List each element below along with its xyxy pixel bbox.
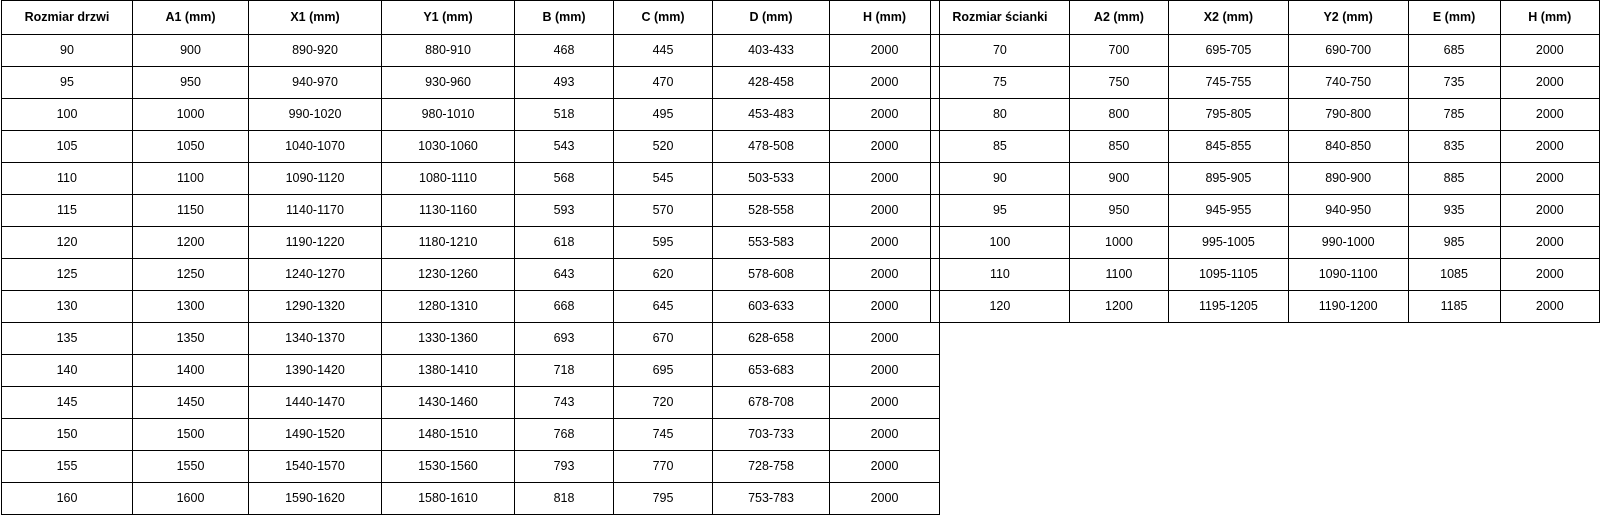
doors-cell: 2000 xyxy=(830,291,940,323)
doors-cell: 1190-1220 xyxy=(249,227,382,259)
doors-cell: 445 xyxy=(614,35,713,67)
table-row xyxy=(931,131,1600,163)
walls-table-header xyxy=(931,1,1600,35)
walls-cell: 2000 xyxy=(1500,259,1599,291)
walls-cell: 1095-1105 xyxy=(1169,259,1289,291)
doors-cell: 2000 xyxy=(830,451,940,483)
doors-cell: 90 xyxy=(2,35,133,67)
doors-cell: 718 xyxy=(515,355,614,387)
walls-cell: 900 xyxy=(1069,163,1168,195)
doors-cell: 578-608 xyxy=(713,259,830,291)
doors-cell: 2000 xyxy=(830,227,940,259)
walls-cell: 995-1005 xyxy=(1169,227,1289,259)
doors-cell: 503-533 xyxy=(713,163,830,195)
doors-cell: 743 xyxy=(515,387,614,419)
doors-cell: 2000 xyxy=(830,323,940,355)
walls-cell: 1090-1100 xyxy=(1288,259,1408,291)
doors-cell: 930-960 xyxy=(382,67,515,99)
walls-cell: 735 xyxy=(1408,67,1500,99)
doors-cell: 1100 xyxy=(133,163,249,195)
table-row xyxy=(2,131,940,163)
walls-cell: 840-850 xyxy=(1288,131,1408,163)
doors-column-header: A1 (mm) xyxy=(133,1,249,35)
walls-cell: 890-900 xyxy=(1288,163,1408,195)
walls-cell: 990-1000 xyxy=(1288,227,1408,259)
doors-cell: 1130-1160 xyxy=(382,195,515,227)
doors-cell: 120 xyxy=(2,227,133,259)
walls-cell: 945-955 xyxy=(1169,195,1289,227)
doors-cell: 1080-1110 xyxy=(382,163,515,195)
doors-cell: 618 xyxy=(515,227,614,259)
doors-column-header: D (mm) xyxy=(713,1,830,35)
doors-cell: 2000 xyxy=(830,131,940,163)
doors-cell: 880-910 xyxy=(382,35,515,67)
doors-cell: 653-683 xyxy=(713,355,830,387)
table-row xyxy=(2,451,940,483)
walls-cell: 790-800 xyxy=(1288,99,1408,131)
walls-cell: 100 xyxy=(931,227,1070,259)
doors-cell: 2000 xyxy=(830,355,940,387)
table-header-row xyxy=(931,1,1600,35)
walls-cell: 1195-1205 xyxy=(1169,291,1289,323)
doors-cell: 1480-1510 xyxy=(382,419,515,451)
walls-cell: 895-905 xyxy=(1169,163,1289,195)
doors-cell: 1050 xyxy=(133,131,249,163)
walls-cell: 1000 xyxy=(1069,227,1168,259)
doors-cell: 115 xyxy=(2,195,133,227)
doors-cell: 900 xyxy=(133,35,249,67)
table-row xyxy=(2,291,940,323)
table-row xyxy=(931,291,1600,323)
doors-cell: 1530-1560 xyxy=(382,451,515,483)
doors-spec-table xyxy=(1,0,940,515)
walls-cell: 950 xyxy=(1069,195,1168,227)
doors-cell: 728-758 xyxy=(713,451,830,483)
doors-table-body xyxy=(2,35,940,515)
doors-cell: 745 xyxy=(614,419,713,451)
doors-cell: 620 xyxy=(614,259,713,291)
walls-cell: 80 xyxy=(931,99,1070,131)
doors-cell: 570 xyxy=(614,195,713,227)
doors-cell: 1550 xyxy=(133,451,249,483)
table-row xyxy=(931,259,1600,291)
doors-cell: 1500 xyxy=(133,419,249,451)
doors-cell: 520 xyxy=(614,131,713,163)
table-row xyxy=(2,355,940,387)
doors-cell: 1300 xyxy=(133,291,249,323)
walls-cell: 800 xyxy=(1069,99,1168,131)
doors-column-header: H (mm) xyxy=(830,1,940,35)
doors-column-header: C (mm) xyxy=(614,1,713,35)
doors-cell: 595 xyxy=(614,227,713,259)
doors-cell: 130 xyxy=(2,291,133,323)
doors-cell: 140 xyxy=(2,355,133,387)
doors-cell: 135 xyxy=(2,323,133,355)
walls-cell: 835 xyxy=(1408,131,1500,163)
doors-cell: 2000 xyxy=(830,483,940,515)
walls-cell: 1200 xyxy=(1069,291,1168,323)
doors-cell: 150 xyxy=(2,419,133,451)
doors-cell: 110 xyxy=(2,163,133,195)
walls-table-body xyxy=(931,35,1600,323)
walls-cell: 745-755 xyxy=(1169,67,1289,99)
table-row xyxy=(931,99,1600,131)
walls-cell: 845-855 xyxy=(1169,131,1289,163)
doors-cell: 890-920 xyxy=(249,35,382,67)
doors-cell: 1490-1520 xyxy=(249,419,382,451)
table-row xyxy=(2,419,940,451)
walls-column-header: E (mm) xyxy=(1408,1,1500,35)
table-row xyxy=(2,67,940,99)
doors-cell: 125 xyxy=(2,259,133,291)
doors-cell: 2000 xyxy=(830,419,940,451)
table-row xyxy=(2,483,940,515)
walls-column-header: Y2 (mm) xyxy=(1288,1,1408,35)
doors-cell: 1240-1270 xyxy=(249,259,382,291)
table-row xyxy=(2,99,940,131)
doors-cell: 1340-1370 xyxy=(249,323,382,355)
doors-column-header: Rozmiar drzwi xyxy=(2,1,133,35)
doors-cell: 568 xyxy=(515,163,614,195)
doors-cell: 2000 xyxy=(830,195,940,227)
walls-cell: 850 xyxy=(1069,131,1168,163)
doors-cell: 1350 xyxy=(133,323,249,355)
table-row xyxy=(2,227,940,259)
doors-cell: 2000 xyxy=(830,387,940,419)
doors-cell: 2000 xyxy=(830,99,940,131)
doors-cell: 1250 xyxy=(133,259,249,291)
doors-cell: 553-583 xyxy=(713,227,830,259)
doors-cell: 545 xyxy=(614,163,713,195)
walls-cell: 2000 xyxy=(1500,227,1599,259)
walls-cell: 2000 xyxy=(1500,291,1599,323)
doors-cell: 720 xyxy=(614,387,713,419)
doors-cell: 1390-1420 xyxy=(249,355,382,387)
doors-cell: 2000 xyxy=(830,163,940,195)
walls-cell: 1190-1200 xyxy=(1288,291,1408,323)
doors-column-header: B (mm) xyxy=(515,1,614,35)
walls-table-container xyxy=(930,0,1600,323)
walls-spec-table xyxy=(930,0,1600,323)
doors-column-header: X1 (mm) xyxy=(249,1,382,35)
walls-cell: 2000 xyxy=(1500,195,1599,227)
walls-cell: 985 xyxy=(1408,227,1500,259)
walls-cell: 1085 xyxy=(1408,259,1500,291)
doors-cell: 1180-1210 xyxy=(382,227,515,259)
doors-cell: 628-658 xyxy=(713,323,830,355)
table-row xyxy=(2,387,940,419)
doors-cell: 470 xyxy=(614,67,713,99)
doors-cell: 1200 xyxy=(133,227,249,259)
doors-cell: 1590-1620 xyxy=(249,483,382,515)
doors-cell: 493 xyxy=(515,67,614,99)
doors-cell: 495 xyxy=(614,99,713,131)
doors-cell: 2000 xyxy=(830,67,940,99)
doors-cell: 453-483 xyxy=(713,99,830,131)
doors-cell: 1280-1310 xyxy=(382,291,515,323)
doors-cell: 100 xyxy=(2,99,133,131)
walls-cell: 785 xyxy=(1408,99,1500,131)
walls-cell: 120 xyxy=(931,291,1070,323)
walls-cell: 85 xyxy=(931,131,1070,163)
doors-cell: 105 xyxy=(2,131,133,163)
walls-cell: 75 xyxy=(931,67,1070,99)
doors-cell: 668 xyxy=(515,291,614,323)
doors-cell: 1540-1570 xyxy=(249,451,382,483)
table-row xyxy=(2,163,940,195)
doors-cell: 645 xyxy=(614,291,713,323)
walls-cell: 2000 xyxy=(1500,67,1599,99)
doors-cell: 428-458 xyxy=(713,67,830,99)
doors-cell: 528-558 xyxy=(713,195,830,227)
walls-cell: 70 xyxy=(931,35,1070,67)
doors-cell: 543 xyxy=(515,131,614,163)
walls-column-header: X2 (mm) xyxy=(1169,1,1289,35)
walls-cell: 750 xyxy=(1069,67,1168,99)
doors-cell: 670 xyxy=(614,323,713,355)
doors-cell: 1400 xyxy=(133,355,249,387)
doors-cell: 1450 xyxy=(133,387,249,419)
walls-cell: 90 xyxy=(931,163,1070,195)
doors-cell: 940-970 xyxy=(249,67,382,99)
walls-cell: 95 xyxy=(931,195,1070,227)
table-row xyxy=(931,195,1600,227)
doors-cell: 1380-1410 xyxy=(382,355,515,387)
doors-cell: 2000 xyxy=(830,259,940,291)
doors-cell: 603-633 xyxy=(713,291,830,323)
doors-cell: 593 xyxy=(515,195,614,227)
walls-cell: 110 xyxy=(931,259,1070,291)
doors-cell: 1440-1470 xyxy=(249,387,382,419)
doors-cell: 1290-1320 xyxy=(249,291,382,323)
table-row xyxy=(2,35,940,67)
doors-cell: 950 xyxy=(133,67,249,99)
doors-cell: 703-733 xyxy=(713,419,830,451)
doors-cell: 403-433 xyxy=(713,35,830,67)
walls-cell: 795-805 xyxy=(1169,99,1289,131)
table-row xyxy=(2,195,940,227)
doors-cell: 468 xyxy=(515,35,614,67)
doors-cell: 678-708 xyxy=(713,387,830,419)
walls-cell: 2000 xyxy=(1500,163,1599,195)
walls-cell: 2000 xyxy=(1500,131,1599,163)
doors-cell: 818 xyxy=(515,483,614,515)
walls-cell: 935 xyxy=(1408,195,1500,227)
doors-cell: 1580-1610 xyxy=(382,483,515,515)
doors-cell: 1000 xyxy=(133,99,249,131)
doors-cell: 1150 xyxy=(133,195,249,227)
walls-cell: 885 xyxy=(1408,163,1500,195)
walls-cell: 740-750 xyxy=(1288,67,1408,99)
doors-cell: 980-1010 xyxy=(382,99,515,131)
walls-cell: 2000 xyxy=(1500,35,1599,67)
table-row xyxy=(2,323,940,355)
walls-column-header: H (mm) xyxy=(1500,1,1599,35)
doors-table-container xyxy=(1,0,940,515)
table-header-row xyxy=(2,1,940,35)
doors-cell: 95 xyxy=(2,67,133,99)
doors-cell: 768 xyxy=(515,419,614,451)
walls-cell: 685 xyxy=(1408,35,1500,67)
doors-cell: 795 xyxy=(614,483,713,515)
walls-cell: 700 xyxy=(1069,35,1168,67)
table-row xyxy=(931,35,1600,67)
doors-cell: 1040-1070 xyxy=(249,131,382,163)
doors-cell: 155 xyxy=(2,451,133,483)
doors-cell: 643 xyxy=(515,259,614,291)
doors-cell: 1230-1260 xyxy=(382,259,515,291)
doors-column-header: Y1 (mm) xyxy=(382,1,515,35)
doors-cell: 793 xyxy=(515,451,614,483)
walls-cell: 2000 xyxy=(1500,99,1599,131)
doors-cell: 160 xyxy=(2,483,133,515)
table-row xyxy=(931,67,1600,99)
doors-cell: 2000 xyxy=(830,35,940,67)
doors-cell: 518 xyxy=(515,99,614,131)
walls-cell: 1185 xyxy=(1408,291,1500,323)
doors-cell: 1090-1120 xyxy=(249,163,382,195)
walls-column-header: Rozmiar ścianki xyxy=(931,1,1070,35)
walls-cell: 690-700 xyxy=(1288,35,1408,67)
doors-cell: 1030-1060 xyxy=(382,131,515,163)
doors-cell: 1330-1360 xyxy=(382,323,515,355)
doors-cell: 478-508 xyxy=(713,131,830,163)
doors-cell: 1430-1460 xyxy=(382,387,515,419)
doors-cell: 145 xyxy=(2,387,133,419)
table-row xyxy=(2,259,940,291)
doors-cell: 693 xyxy=(515,323,614,355)
walls-column-header: A2 (mm) xyxy=(1069,1,1168,35)
walls-cell: 1100 xyxy=(1069,259,1168,291)
doors-cell: 695 xyxy=(614,355,713,387)
doors-table-header xyxy=(2,1,940,35)
doors-cell: 1140-1170 xyxy=(249,195,382,227)
doors-cell: 990-1020 xyxy=(249,99,382,131)
doors-cell: 770 xyxy=(614,451,713,483)
doors-cell: 1600 xyxy=(133,483,249,515)
table-row xyxy=(931,227,1600,259)
table-row xyxy=(931,163,1600,195)
walls-cell: 940-950 xyxy=(1288,195,1408,227)
walls-cell: 695-705 xyxy=(1169,35,1289,67)
doors-cell: 753-783 xyxy=(713,483,830,515)
